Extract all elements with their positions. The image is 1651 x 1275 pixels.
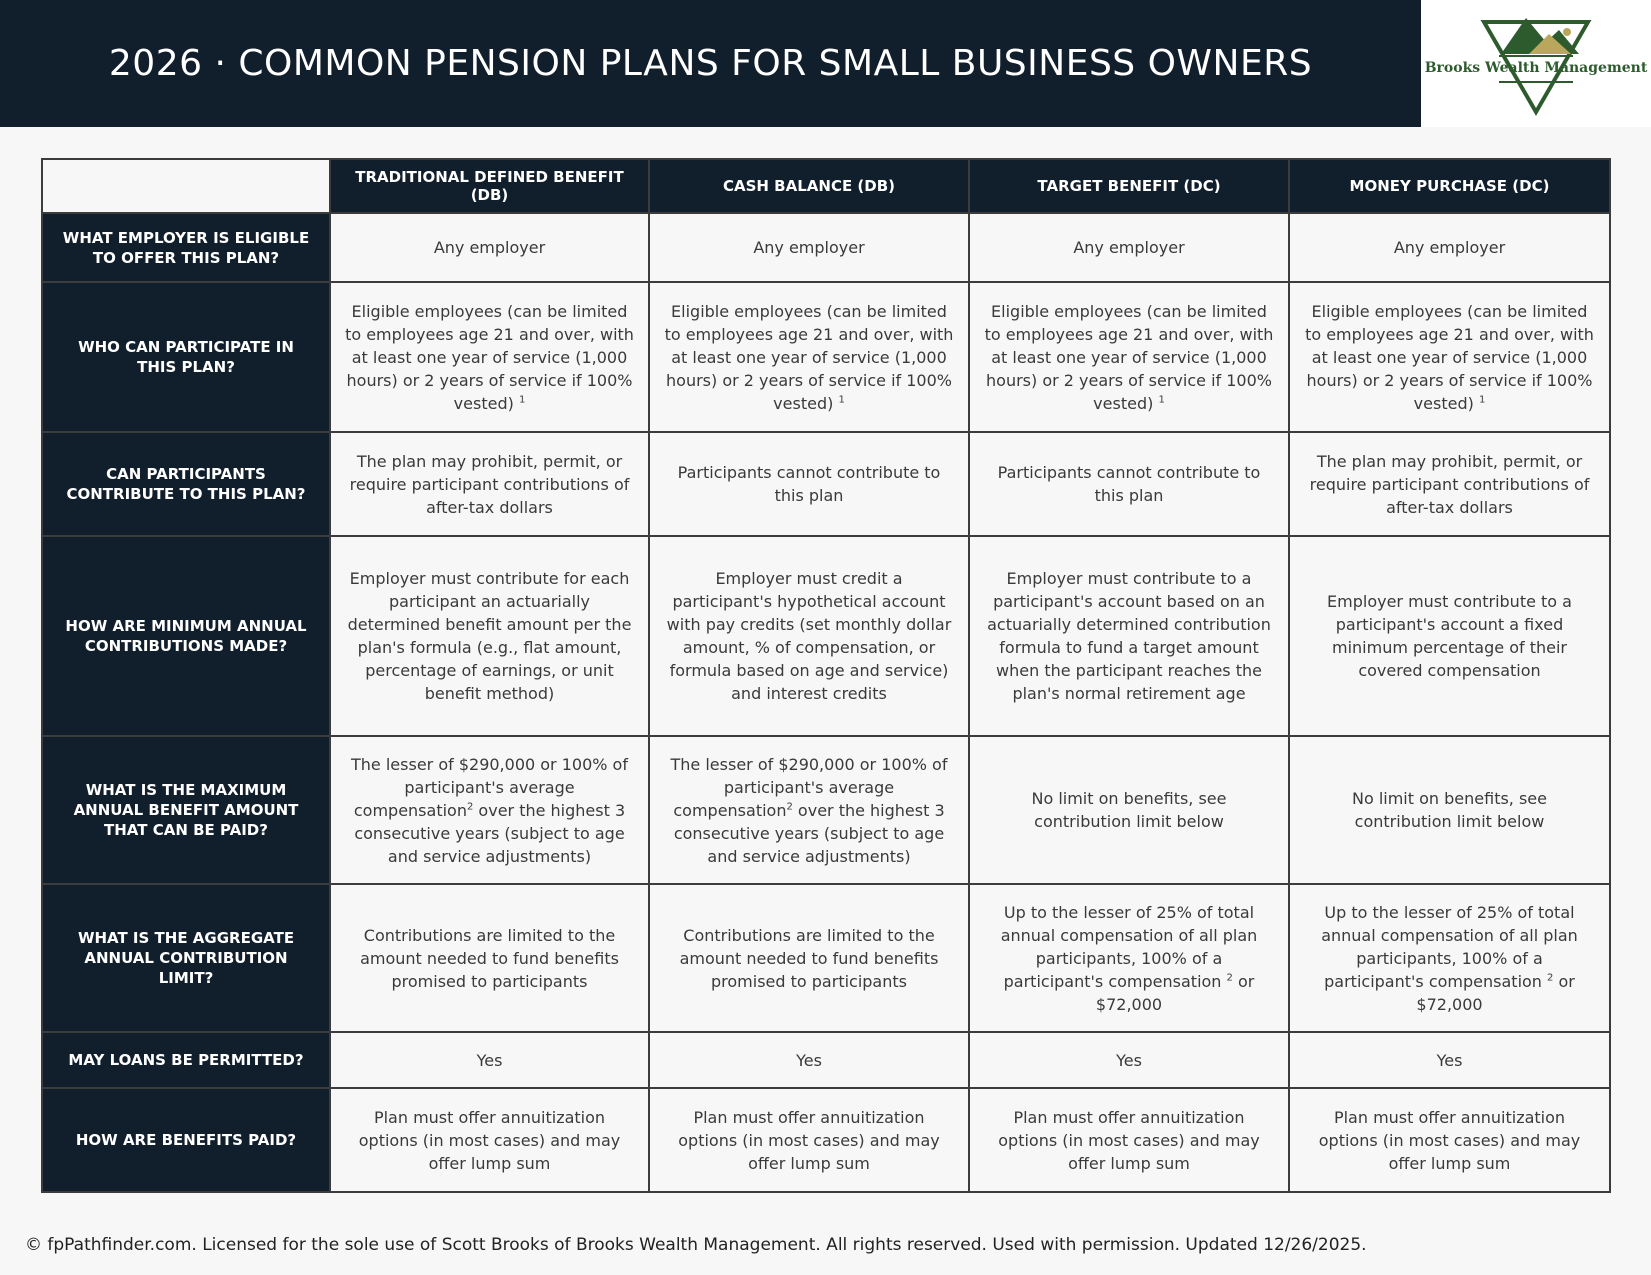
page-title: 2026 · COMMON PENSION PLANS FOR SMALL BUSINESS OWNERS [108,43,1313,84]
column-header: TRADITIONAL DEFINED BENEFIT (DB) [330,159,649,213]
table-cell: Any employer [1289,213,1610,282]
table-cell: Any employer [649,213,969,282]
table-cell: Yes [649,1032,969,1088]
table-cell: The lesser of $290,000 or 100% of participant's average compensation$^2$ over the highest 3 consecutive years (subject to age and service adjustments) [649,736,969,884]
table-row [42,1032,1610,1088]
table-cell: Plan must offer annuitization options (in most cases) and may offer lump sum [969,1088,1289,1192]
table-cell: No limit on benefits, see contribution limit below [1289,736,1610,884]
company-logo [1421,0,1651,127]
table-cell: Plan must offer annuitization options (in most cases) and may offer lump sum [649,1088,969,1192]
column-header: MONEY PURCHASE (DC) [1289,159,1610,213]
column-header: CASH BALANCE (DB) [649,159,969,213]
row-header: WHAT IS THE MAXIMUM ANNUAL BENEFIT AMOUNT THAT CAN BE PAID? [42,736,330,884]
row-header: WHO CAN PARTICIPATE IN THIS PLAN? [42,282,330,432]
table-row [42,736,1610,884]
table-cell: Employer must credit a participant's hypothetical account with pay credits (set monthly dollar amount, % of compensation, or formula based on age and service) and interest credits [649,536,969,736]
row-header: CAN PARTICIPANTS CONTRIBUTE TO THIS PLAN? [42,432,330,536]
table-cell: Eligible employees (can be limited to employees age 21 and over, with at least one year of service (1,000 hours) or 2 years of service if 100% vested) $^1$ [1289,282,1610,432]
table-cell: Participants cannot contribute to this plan [649,432,969,536]
table-cell: Eligible employees (can be limited to employees age 21 and over, with at least one year of service (1,000 hours) or 2 years of service if 100% vested) $^1$ [330,282,649,432]
table-cell: Plan must offer annuitization options (in most cases) and may offer lump sum [1289,1088,1610,1192]
row-header: HOW ARE MINIMUM ANNUAL CONTRIBUTIONS MADE? [42,536,330,736]
table-cell: Contributions are limited to the amount needed to fund benefits promised to participants [330,884,649,1032]
table-cell: Plan must offer annuitization options (in most cases) and may offer lump sum [330,1088,649,1192]
table-cell: Employer must contribute for each participant an actuarially determined benefit amount per the plan's formula (e.g., flat amount, percentage of earnings, or unit benefit method) [330,536,649,736]
table-cell: Employer must contribute to a participant's account a fixed minimum percentage of their covered compensation [1289,536,1610,736]
table-cell: Contributions are limited to the amount needed to fund benefits promised to participants [649,884,969,1032]
comparison-table [41,158,1611,1193]
logo-text: Brooks Wealth Management [1424,60,1648,76]
table-cell: The plan may prohibit, permit, or require participant contributions of after-tax dollars [330,432,649,536]
table-cell: The lesser of $290,000 or 100% of participant's average compensation$^2$ over the highest 3 consecutive years (subject to age and service adjustments) [330,736,649,884]
table-cell: Any employer [330,213,649,282]
row-header: WHAT IS THE AGGREGATE ANNUAL CONTRIBUTION LIMIT? [42,884,330,1032]
column-header: TARGET BENEFIT (DC) [969,159,1289,213]
table-cell: Participants cannot contribute to this plan [969,432,1289,536]
table-cell: Up to the lesser of 25% of total annual compensation of all plan participants, 100% of a participant's compensation $^2$ or $72,000 [969,884,1289,1032]
table-row [42,1088,1610,1192]
table-cell: The plan may prohibit, permit, or require participant contributions of after-tax dollars [1289,432,1610,536]
table-cell: Any employer [969,213,1289,282]
table-cell: Eligible employees (can be limited to employees age 21 and over, with at least one year of service (1,000 hours) or 2 years of service if 100% vested) $^1$ [649,282,969,432]
copyright-footer: © fpPathfinder.com. Licensed for the sole use of Scott Brooks of Brooks Wealth Management. All rights reserved. Used with permission. Updated 12/26/2025. [25,1235,1367,1255]
table-corner [42,159,330,213]
table-cell: Up to the lesser of 25% of total annual compensation of all plan participants, 100% of a participant's compensation $^2$ or $72,000 [1289,884,1610,1032]
table-cell: Employer must contribute to a participant's account based on an actuarially determined contribution formula to fund a target amount when the participant reaches the plan's normal retirement age [969,536,1289,736]
table-row [42,536,1610,736]
page-header [0,0,1421,127]
table-cell: Yes [1289,1032,1610,1088]
row-header: WHAT EMPLOYER IS ELIGIBLE TO OFFER THIS PLAN? [42,213,330,282]
table-row [42,884,1610,1032]
table-cell: Eligible employees (can be limited to employees age 21 and over, with at least one year of service (1,000 hours) or 2 years of service if 100% vested) $^1$ [969,282,1289,432]
row-header: MAY LOANS BE PERMITTED? [42,1032,330,1088]
table-row [42,213,1610,282]
table-row [42,282,1610,432]
table-row [42,432,1610,536]
table-cell: Yes [969,1032,1289,1088]
table-cell: Yes [330,1032,649,1088]
table-cell: No limit on benefits, see contribution limit below [969,736,1289,884]
row-header: HOW ARE BENEFITS PAID? [42,1088,330,1192]
